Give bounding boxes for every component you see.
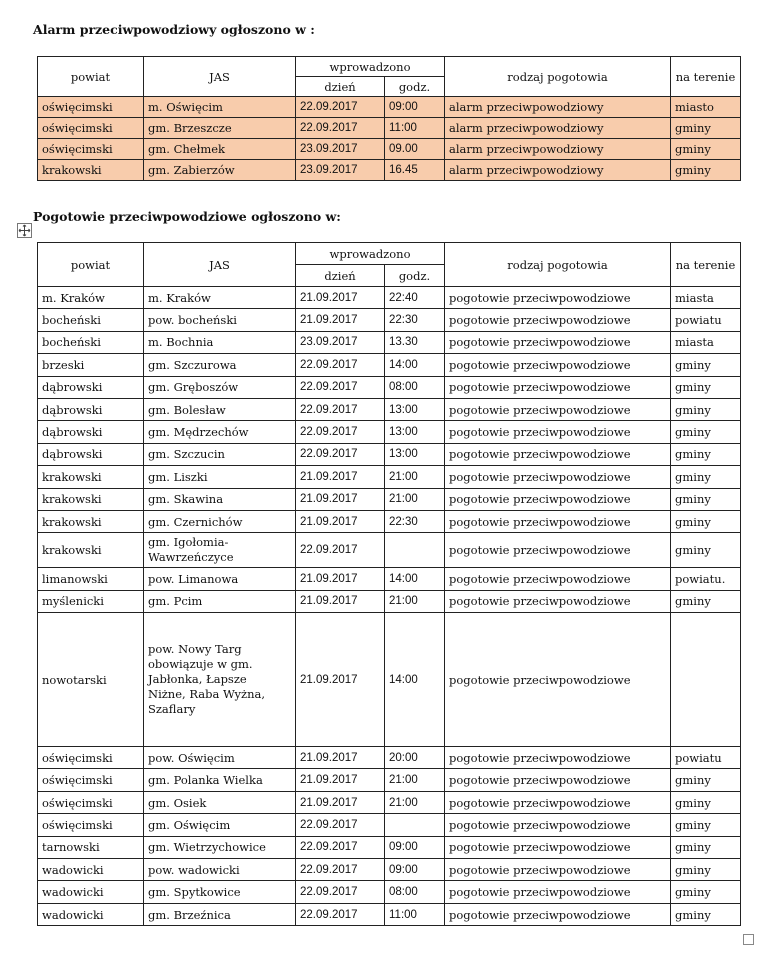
cell-jas: gm. Zabierzów [144,160,296,181]
cell-jas: pow. Oświęcim [144,747,296,769]
cell-na-terenie: gminy [671,791,741,813]
cell-godz: 22:30 [385,309,445,331]
cell-na-terenie: gminy [671,488,741,510]
cell-rodzaj: pogotowie przeciwpowodziowe [445,488,671,510]
table-row [38,331,741,353]
cell-godz [385,814,445,836]
cell-dzien: 22.09.2017 [296,376,385,398]
col-header-godz: godz. [385,265,445,287]
cell-jas: pow. Nowy Targ obowiązuje w gm. Jabłonka, Łapsze Niżne, Raba Wyżna, Szaflary [144,613,296,747]
cell-powiat: krakowski [38,160,144,181]
cell-dzien: 21.09.2017 [296,590,385,612]
cell-godz: 21:00 [385,769,445,791]
cell-rodzaj: pogotowie przeciwpowodziowe [445,613,671,747]
cell-na-terenie: gminy [671,443,741,465]
col-header-dzien: dzień [296,265,385,287]
col-header-na-terenie: na terenie [671,57,741,97]
table-row [38,287,741,309]
table-row [38,568,741,590]
cell-godz: 21:00 [385,590,445,612]
cell-jas: pow. Limanowa [144,568,296,590]
cell-godz: 13.30 [385,331,445,353]
table-row [38,466,741,488]
cell-dzien: 21.09.2017 [296,747,385,769]
col-header-godz: godz. [385,77,445,97]
cell-powiat: oświęcimski [38,769,144,791]
cell-jas: gm. Brzeszcze [144,118,296,139]
cell-godz: 20:00 [385,747,445,769]
cell-powiat: wadowicki [38,903,144,925]
cell-jas: gm. Skawina [144,488,296,510]
table-row [38,421,741,443]
cell-na-terenie: gminy [671,590,741,612]
table-row [38,859,741,881]
cell-godz: 13:00 [385,443,445,465]
cell-na-terenie: gminy [671,118,741,139]
cell-na-terenie: gminy [671,533,741,568]
cell-na-terenie: gminy [671,466,741,488]
table-row [38,836,741,858]
col-header-wprowadzono: wprowadzono [296,243,445,265]
cell-powiat: limanowski [38,568,144,590]
cell-jas: gm. Brzeźnica [144,903,296,925]
cell-rodzaj: pogotowie przeciwpowodziowe [445,814,671,836]
cell-dzien: 23.09.2017 [296,160,385,181]
table-row [38,881,741,903]
cell-powiat: oświęcimski [38,97,144,118]
cell-dzien: 21.09.2017 [296,510,385,532]
cell-jas: gm. Mędrzechów [144,421,296,443]
table-row [38,510,741,532]
cell-jas: gm. Osiek [144,791,296,813]
cell-jas: gm. Czernichów [144,510,296,532]
cell-na-terenie: gminy [671,769,741,791]
col-header-wprowadzono: wprowadzono [296,57,445,77]
cell-na-terenie: gminy [671,859,741,881]
cell-na-terenie: gminy [671,510,741,532]
col-header-jas: JAS [144,57,296,97]
cell-na-terenie: gminy [671,421,741,443]
cell-rodzaj: pogotowie przeciwpowodziowe [445,590,671,612]
cell-na-terenie: gminy [671,376,741,398]
cell-na-terenie: gminy [671,160,741,181]
cell-powiat: wadowicki [38,881,144,903]
cell-jas: gm. Polanka Wielka [144,769,296,791]
cell-rodzaj: alarm przeciwpowodziowy [445,139,671,160]
cell-jas: pow. bocheński [144,309,296,331]
cell-na-terenie [671,613,741,747]
cell-powiat: krakowski [38,533,144,568]
cell-rodzaj: pogotowie przeciwpowodziowe [445,421,671,443]
cell-godz [385,533,445,568]
cell-dzien: 22.09.2017 [296,398,385,420]
col-header-powiat: powiat [38,57,144,97]
cell-dzien: 21.09.2017 [296,488,385,510]
cell-godz: 21:00 [385,791,445,813]
col-header-jas: JAS [144,243,296,287]
table-row [38,398,741,420]
cell-powiat: oświęcimski [38,139,144,160]
col-header-dzien: dzień [296,77,385,97]
pogotowie-table [37,242,741,926]
cell-godz: 14:00 [385,354,445,376]
cell-rodzaj: pogotowie przeciwpowodziowe [445,747,671,769]
cell-rodzaj: alarm przeciwpowodziowy [445,118,671,139]
table-row [38,613,741,747]
table-row [38,139,741,160]
cell-dzien: 22.09.2017 [296,533,385,568]
cell-jas: gm. Liszki [144,466,296,488]
cell-dzien: 22.09.2017 [296,97,385,118]
cell-rodzaj: pogotowie przeciwpowodziowe [445,376,671,398]
cell-rodzaj: pogotowie przeciwpowodziowe [445,903,671,925]
cell-rodzaj: pogotowie przeciwpowodziowe [445,443,671,465]
cell-na-terenie: miasta [671,287,741,309]
cell-godz: 21:00 [385,466,445,488]
cell-jas: gm. Chełmek [144,139,296,160]
cell-powiat: dąbrowski [38,443,144,465]
cell-powiat: krakowski [38,488,144,510]
table-row [38,533,741,568]
cell-dzien: 21.09.2017 [296,466,385,488]
cell-godz: 09.00 [385,139,445,160]
table-row [38,97,741,118]
cell-powiat: oświęcimski [38,814,144,836]
cell-na-terenie: powiatu [671,309,741,331]
cell-rodzaj: pogotowie przeciwpowodziowe [445,309,671,331]
cell-jas: gm. Gręboszów [144,376,296,398]
cell-dzien: 22.09.2017 [296,354,385,376]
table-row [38,791,741,813]
cell-rodzaj: pogotowie przeciwpowodziowe [445,510,671,532]
cell-na-terenie: miasta [671,331,741,353]
cell-powiat: dąbrowski [38,398,144,420]
cell-jas: gm. Szczucin [144,443,296,465]
cell-powiat: oświęcimski [38,118,144,139]
cell-dzien: 22.09.2017 [296,421,385,443]
cell-powiat: nowotarski [38,613,144,747]
cell-rodzaj: pogotowie przeciwpowodziowe [445,881,671,903]
cell-dzien: 22.09.2017 [296,443,385,465]
cell-dzien: 21.09.2017 [296,613,385,747]
cell-dzien: 21.09.2017 [296,309,385,331]
cell-godz: 09:00 [385,836,445,858]
cell-na-terenie: gminy [671,354,741,376]
table-row [38,309,741,331]
cell-godz: 11:00 [385,118,445,139]
cell-rodzaj: pogotowie przeciwpowodziowe [445,398,671,420]
cell-powiat: dąbrowski [38,376,144,398]
cell-rodzaj: pogotowie przeciwpowodziowe [445,568,671,590]
cell-jas: gm. Szczurowa [144,354,296,376]
cell-godz: 21:00 [385,488,445,510]
cell-dzien: 23.09.2017 [296,139,385,160]
cell-rodzaj: alarm przeciwpowodziowy [445,97,671,118]
cell-na-terenie: gminy [671,836,741,858]
cell-jas: pow. wadowicki [144,859,296,881]
cell-powiat: krakowski [38,510,144,532]
cell-dzien: 21.09.2017 [296,287,385,309]
cell-dzien: 22.09.2017 [296,859,385,881]
cell-godz: 08:00 [385,881,445,903]
col-header-powiat: powiat [38,243,144,287]
table-resize-handle-icon[interactable] [743,934,754,945]
cell-na-terenie: gminy [671,903,741,925]
cell-godz: 14:00 [385,613,445,747]
cell-godz: 22:40 [385,287,445,309]
table-row [38,118,741,139]
cell-na-terenie: miasto [671,97,741,118]
cell-powiat: m. Kraków [38,287,144,309]
table-row [38,354,741,376]
cell-dzien: 21.09.2017 [296,568,385,590]
cell-godz: 09:00 [385,97,445,118]
cell-rodzaj: pogotowie przeciwpowodziowe [445,466,671,488]
cell-godz: 22:30 [385,510,445,532]
table-row [38,814,741,836]
cell-jas: gm. Bolesław [144,398,296,420]
cell-na-terenie: powiatu. [671,568,741,590]
cell-dzien: 21.09.2017 [296,791,385,813]
cell-dzien: 23.09.2017 [296,331,385,353]
cell-godz: 14:00 [385,568,445,590]
cell-rodzaj: pogotowie przeciwpowodziowe [445,287,671,309]
cell-jas: gm. Pcim [144,590,296,612]
cell-powiat: oświęcimski [38,747,144,769]
cell-powiat: oświęcimski [38,791,144,813]
cell-na-terenie: gminy [671,139,741,160]
table-row [38,590,741,612]
cell-powiat: tarnowski [38,836,144,858]
col-header-rodzaj: rodzaj pogotowia [445,57,671,97]
cell-powiat: bocheński [38,331,144,353]
cell-jas: gm. Oświęcim [144,814,296,836]
cell-godz: 09:00 [385,859,445,881]
cell-rodzaj: pogotowie przeciwpowodziowe [445,791,671,813]
cell-powiat: brzeski [38,354,144,376]
cell-rodzaj: pogotowie przeciwpowodziowe [445,836,671,858]
cell-powiat: krakowski [38,466,144,488]
cell-na-terenie: powiatu [671,747,741,769]
col-header-rodzaj: rodzaj pogotowia [445,243,671,287]
cell-rodzaj: pogotowie przeciwpowodziowe [445,354,671,376]
cell-rodzaj: pogotowie przeciwpowodziowe [445,331,671,353]
cell-jas: m. Kraków [144,287,296,309]
table-row [38,376,741,398]
cell-rodzaj: pogotowie przeciwpowodziowe [445,769,671,791]
cell-dzien: 22.09.2017 [296,814,385,836]
cell-godz: 08:00 [385,376,445,398]
table-row [38,747,741,769]
table-row [38,769,741,791]
table-row [38,903,741,925]
alarm-table [37,56,741,181]
table-row [38,160,741,181]
cell-jas: gm. Igołomia-Wawrzeńczyce [144,533,296,568]
cell-rodzaj: pogotowie przeciwpowodziowe [445,859,671,881]
cell-godz: 13:00 [385,398,445,420]
cell-jas: m. Bochnia [144,331,296,353]
cell-jas: m. Oświęcim [144,97,296,118]
cell-godz: 13:00 [385,421,445,443]
cell-godz: 11:00 [385,903,445,925]
cell-powiat: wadowicki [38,859,144,881]
cell-dzien: 22.09.2017 [296,836,385,858]
cell-jas: gm. Spytkowice [144,881,296,903]
cell-powiat: bocheński [38,309,144,331]
col-header-na-terenie: na terenie [671,243,741,287]
table-row [38,443,741,465]
table-move-handle-icon[interactable] [17,223,32,238]
pogotowie-section-title: Pogotowie przeciwpowodziowe ogłoszono w: [33,209,341,224]
cell-na-terenie: gminy [671,398,741,420]
cell-rodzaj: alarm przeciwpowodziowy [445,160,671,181]
cell-rodzaj: pogotowie przeciwpowodziowe [445,533,671,568]
cell-godz: 16.45 [385,160,445,181]
alarm-section-title: Alarm przeciwpowodziowy ogłoszono w : [33,22,315,37]
cell-dzien: 21.09.2017 [296,769,385,791]
cell-na-terenie: gminy [671,814,741,836]
cell-dzien: 22.09.2017 [296,881,385,903]
cell-powiat: myślenicki [38,590,144,612]
cell-dzien: 22.09.2017 [296,118,385,139]
table-row [38,488,741,510]
cell-powiat: dąbrowski [38,421,144,443]
cell-na-terenie: gminy [671,881,741,903]
cell-dzien: 22.09.2017 [296,903,385,925]
cell-jas: gm. Wietrzychowice [144,836,296,858]
